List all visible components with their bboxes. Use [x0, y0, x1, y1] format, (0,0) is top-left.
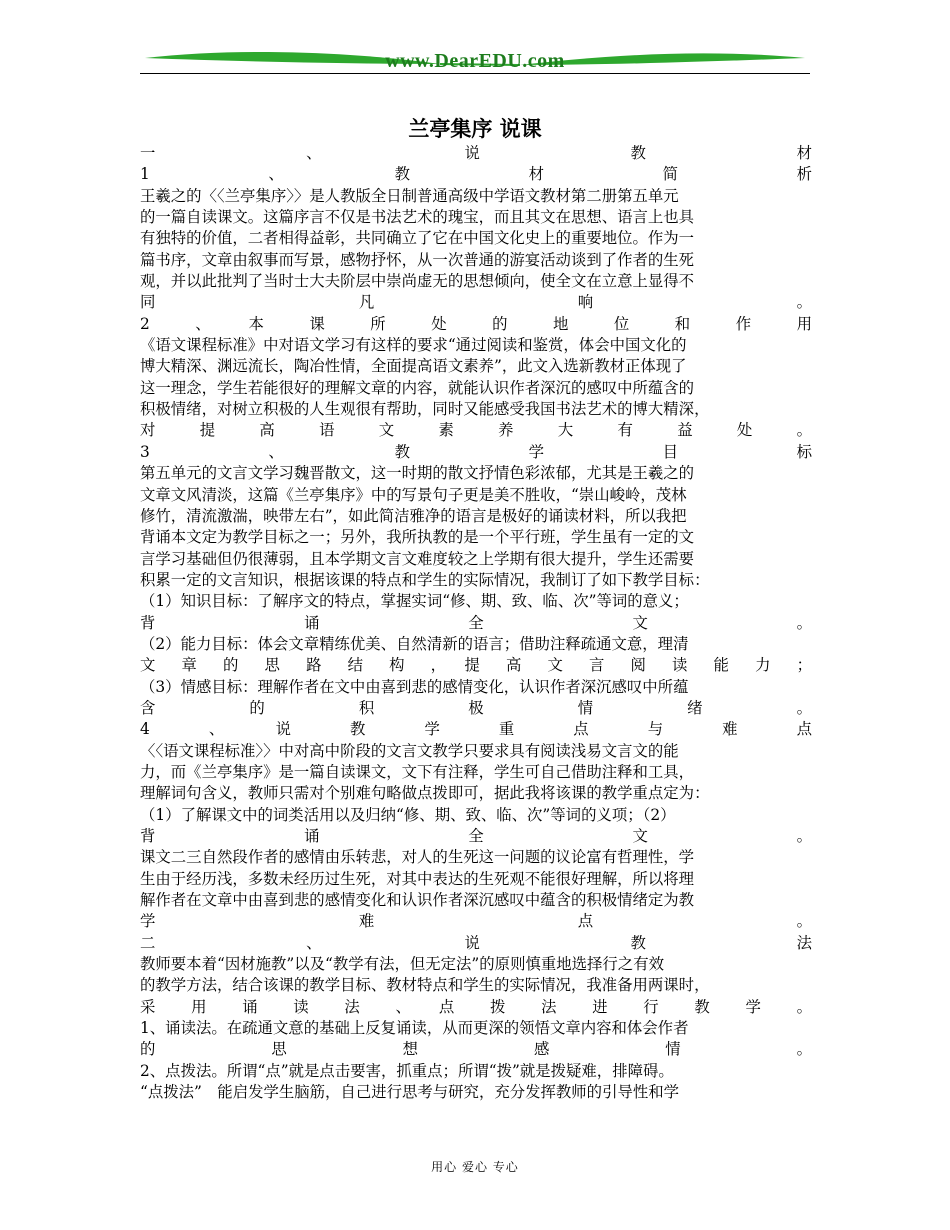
text-line: 这一理念，学生若能很好的理解文章的内容，就能认识作者深沉的感叹中所蕴含的	[140, 378, 695, 397]
text-line: 篇书序，文章由叙事而写景，感物抒怀，从一次普通的游宴活动谈到了作者的生死	[140, 250, 695, 269]
document-body	[140, 143, 812, 1103]
text-line: 修竹，清流激湍，映带左右”，如此简洁雅净的语言是极好的诵读材料，所以我把	[140, 506, 687, 525]
text-line: 理解词句含义，教师只需对个别难句略做点拨即可，据此我将该课的教学重点定为：	[140, 784, 710, 803]
text-line: 生由于经历浅，多数未经历过生死，对其中表达的生死观不能很好理解，所以将理	[140, 869, 695, 888]
text-line: 一 、 说 教 材	[140, 144, 812, 162]
text-line: 〈〈语文课程标准〉〉中对高中阶段的文言文教学只要求具有阅读浅易文言文的能	[140, 741, 679, 760]
text-line: 文 章 的 思 路 结 构 ， 提 高 文 言 阅 读 能 力 ；	[140, 656, 812, 675]
text-line: 3 、 教 学 目 标	[140, 442, 812, 461]
text-line: 言学习基础但仍很薄弱，且本学期文言文难度较之上学期有很大提升，学生还需要	[140, 549, 695, 568]
text-line: 力，而《兰亭集序》是一篇自读课文，文下有注释，学生可自己借助注释和工具，	[140, 762, 695, 781]
site-logo-text: www.DearEDU.com	[385, 50, 565, 72]
text-line: 背 诵 全 文 。	[140, 613, 812, 632]
text-line: 同 凡 响 。	[140, 293, 812, 312]
text-line: 观，并以此批判了当时士大夫阶层中崇尚虚无的思想倾向，使全文在立意上显得不	[140, 272, 695, 291]
text-line: 的 思 想 感 情 。	[140, 1040, 812, 1059]
text-line: 的一篇自读课文。这篇序言不仅是书法艺术的瑰宝，而且其文在思想、语言上也具	[140, 208, 695, 227]
text-line: （3）情感目标：理解作者在文中由喜到悲的感情变化，认识作者深沉感叹中所蕴	[140, 677, 689, 696]
text-line: 王羲之的〈〈兰亭集序〉〉是人教版全日制普通高级中学语文教材第二册第五单元	[140, 186, 679, 205]
text-line: 解作者在文章中由喜到悲的感情变化和认识作者深沉感叹中蕴含的积极情绪定为教	[140, 891, 695, 910]
text-line: 对 提 高 语 文 素 养 大 有 益 处 。	[140, 421, 812, 440]
text-line: 的教学方法，结合该课的教学目标、教材特点和学生的实际情况，我准备用两课时，	[140, 976, 710, 995]
text-line: 2 、 本 课 所 处 的 地 位 和 作 用	[140, 314, 812, 333]
text-line: 博大精深、渊远流长，陶冶性情，全面提高语文素养”，此文入选新教材正体现了	[140, 357, 687, 376]
text-line: 《语文课程标准》中对语文学习有这样的要求“通过阅读和鉴赏，体会中国文化的	[140, 336, 687, 355]
text-line: 第五单元的文言文学习魏晋散文，这一时期的散文抒情色彩浓郁，尤其是王羲之的	[140, 464, 695, 483]
text-line: 文章文风清淡，这篇《兰亭集序》中的写景句子更是美不胜收，“崇山峻岭，茂林	[140, 485, 687, 504]
text-line: 课文二三自然段作者的感情由乐转悲，对人的生死这一问题的议论富有哲理性，学	[140, 848, 695, 867]
text-line: 有独特的价值，二者相得益彰，共同确立了它在中国文化史上的重要地位。作为一	[140, 229, 695, 248]
text-line: 背诵本文定为教学目标之一；另外，我所执教的是一个平行班，学生虽有一定的文	[140, 528, 695, 547]
text-line: （2）能力目标：体会文章精练优美、自然清新的语言；借助注释疏通文意，理清	[140, 634, 689, 653]
text-line: “点拨法” 能启发学生脑筋，自己进行思考与研究，充分发挥教师的引导性和学	[140, 1083, 680, 1102]
text-line: 积累一定的文言知识，根据该课的特点和学生的实际情况，我制订了如下教学目标：	[140, 570, 710, 589]
page-header	[140, 40, 810, 80]
header-rule	[140, 73, 810, 74]
page-footer: 用心 爱心 专心	[431, 1160, 519, 1174]
text-line: 1 、 教 材 简 析	[140, 165, 812, 184]
text-line: 采 用 诵 读 法 、 点 拨 法 进 行 教 学 。	[140, 997, 812, 1016]
text-line: 4 、 说 教 学 重 点 与 难 点	[140, 720, 812, 739]
text-line: （1）了解课文中的词类活用以及归纳“修、期、致、临、次”等词的义项；（2）	[140, 805, 676, 824]
text-line: 教师要本着“因材施教”以及“教学有法，但无定法”的原则慎重地选择行之有效	[140, 955, 664, 974]
text-line: （1）知识目标：了解序文的特点，掌握实词“修、期、致、临、次”等词的意义；	[140, 592, 689, 611]
text-line: 含 的 积 极 情 绪 。	[140, 698, 812, 717]
text-line: 积极情绪，对树立积极的人生观很有帮助，同时又能感受我国书法艺术的博大精深，	[140, 400, 710, 419]
text-line: 学 难 点 。	[140, 912, 812, 931]
text-line: 2、点拨法。所谓“点”就是点击要害，抓重点；所谓“拨”就是拨疑难，排障碍。	[140, 1061, 674, 1080]
document-title: 兰亭集序 说课	[408, 116, 542, 141]
text-line: 二 、 说 教 法	[140, 933, 812, 952]
text-line: 背 诵 全 文 。	[140, 827, 812, 845]
text-line: 1、诵读法。在疏通文意的基础上反复诵读，从而更深的领悟文章内容和体会作者	[140, 1019, 689, 1038]
